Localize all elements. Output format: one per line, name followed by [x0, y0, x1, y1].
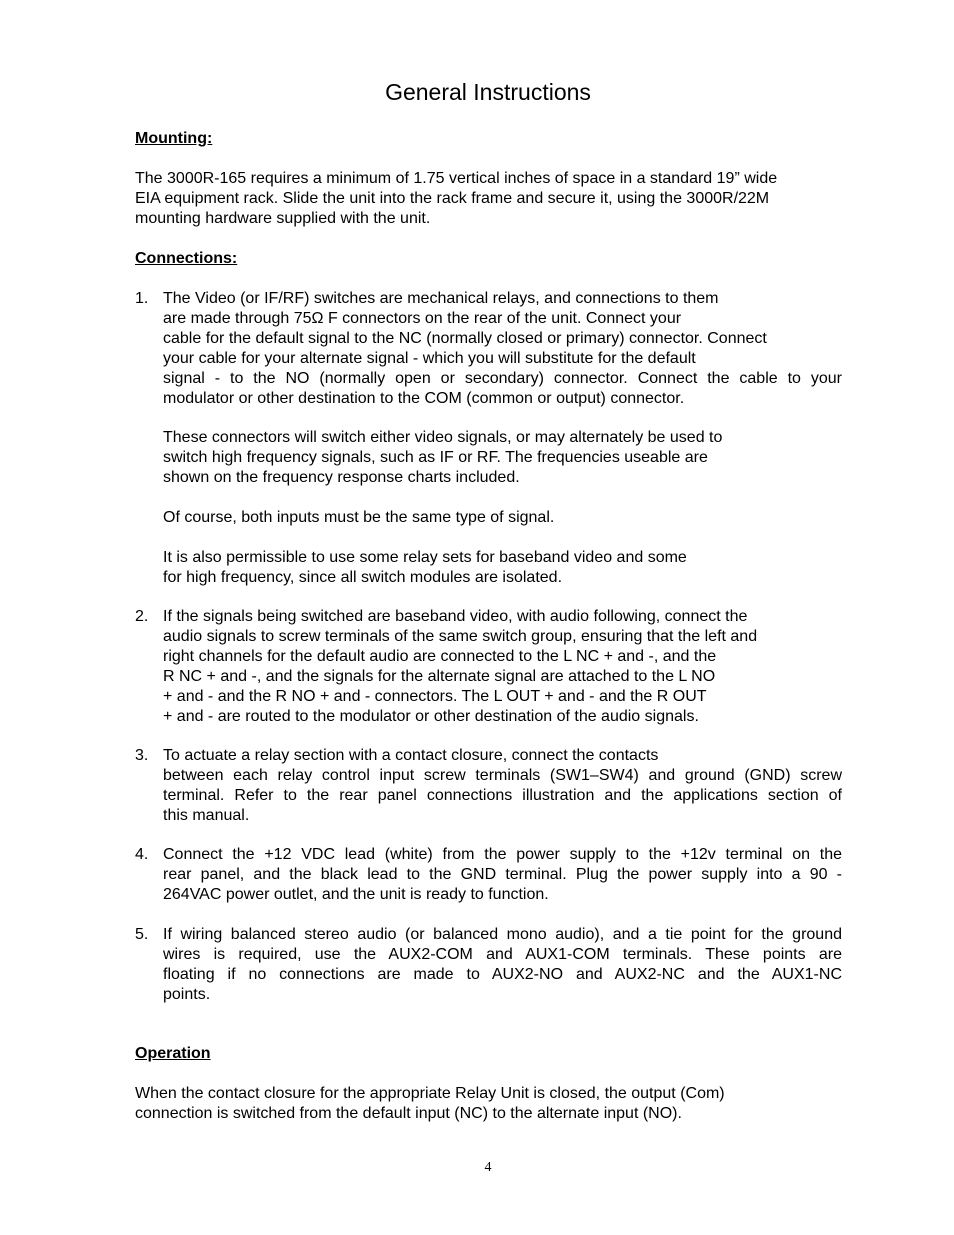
text-line: + and - are routed to the modulator or other destination of the audio signals.	[163, 707, 699, 725]
item-number: 4.	[135, 846, 149, 863]
item-paragraph	[163, 746, 842, 826]
operation-heading: Operation	[135, 1045, 211, 1062]
text-line: switch high frequency signals, such as IF or RF. The frequencies useable are	[163, 449, 708, 467]
text-line: signal - to the NO (normally open or secondary) connector. Connect the cable to your	[163, 369, 842, 387]
text-line: Of course, both inputs must be the same type of signal.	[163, 508, 555, 526]
page-number: 4	[484, 1160, 492, 1175]
text-line: EIA equipment rack. Slide the unit into the rack frame and secure it, using the 3000R/22M	[135, 189, 770, 207]
text-line: shown on the frequency response charts included.	[163, 469, 520, 487]
item-body	[163, 746, 842, 826]
text-line: To actuate a relay section with a contact closure, connect the contacts	[163, 747, 659, 764]
item-number: 1.	[135, 290, 149, 307]
text-line: right channels for the default audio are connected to the L NC + and -, and the	[163, 647, 717, 665]
item-body	[163, 845, 842, 905]
text-line: this manual.	[163, 806, 250, 824]
text-line: The Video (or IF/RF) switches are mechanical relays, and connections to them	[163, 290, 719, 307]
text-line: terminal. Refer to the rear panel connections illustration and the applications section of	[163, 786, 842, 804]
text-line: rear panel, and the black lead to the GND terminal. Plug the power supply into a 90 -	[163, 865, 842, 883]
text-line: If wiring balanced stereo audio (or balanced mono audio), and a tie point for the ground	[163, 926, 842, 943]
text-line: R NC + and -, and the signals for the alternate signal are attached to the L NO	[163, 667, 716, 685]
operation-paragraph	[135, 1084, 835, 1124]
item-number: 3.	[135, 747, 149, 764]
item-number: 2.	[135, 608, 149, 625]
text-line: between each relay control input screw terminals (SW1–SW4) and ground (GND) screw	[163, 766, 842, 784]
item-paragraph	[163, 925, 842, 1005]
item-number: 5.	[135, 926, 149, 943]
item-paragraph	[163, 508, 842, 528]
text-line: modulator or other destination to the COM (common or output) connector.	[163, 389, 685, 407]
item-paragraph	[163, 428, 842, 488]
text-line: The 3000R-165 requires a minimum of 1.75 vertical inches of space in a standard 19” wide	[135, 170, 778, 187]
item-paragraph	[163, 289, 842, 408]
text-line: floating if no connections are made to AUX2-NO and AUX2-NC and the AUX1-NC	[163, 965, 842, 983]
text-line: wires is required, use the AUX2-COM and AUX1-COM terminals. These points are	[163, 945, 842, 963]
item-paragraph	[163, 607, 842, 726]
item-paragraph	[163, 845, 842, 905]
page-title: General Instructions	[385, 79, 591, 105]
item-body	[163, 925, 842, 1005]
item-paragraph	[163, 548, 842, 588]
text-line: connection is switched from the default input (NC) to the alternate input (NO).	[135, 1104, 682, 1122]
item-body	[163, 607, 842, 726]
text-line: 264VAC power outlet, and the unit is ready to function.	[163, 885, 549, 903]
text-line: These connectors will switch either video signals, or may alternately be used to	[163, 429, 723, 447]
text-line: If the signals being switched are baseband video, with audio following, connect the	[163, 608, 748, 625]
text-line: points.	[163, 985, 211, 1003]
mounting-paragraph	[135, 169, 835, 229]
text-line: for high frequency, since all switch modules are isolated.	[163, 568, 563, 586]
text-line: are made through 75Ω F connectors on the rear of the unit. Connect your	[163, 309, 682, 327]
text-line: audio signals to screw terminals of the same switch group, ensuring that the left and	[163, 627, 758, 645]
text-line: It is also permissible to use some relay sets for baseband video and some	[163, 548, 687, 566]
text-line: mounting hardware supplied with the unit.	[135, 209, 431, 227]
text-line: cable for the default signal to the NC (normally closed or primary) connector. Connect	[163, 329, 767, 347]
connections-heading: Connections:	[135, 250, 238, 267]
text-line: Connect the +12 VDC lead (white) from the power supply to the +12v terminal on the	[163, 846, 842, 863]
text-line: + and - and the R NO + and - connectors. The L OUT + and - and the R OUT	[163, 687, 707, 705]
mounting-heading: Mounting:	[135, 130, 213, 147]
item-body	[163, 289, 842, 588]
text-line: your cable for your alternate signal - which you will substitute for the default	[163, 349, 696, 367]
text-line: When the contact closure for the appropriate Relay Unit is closed, the output (Com)	[135, 1085, 725, 1102]
